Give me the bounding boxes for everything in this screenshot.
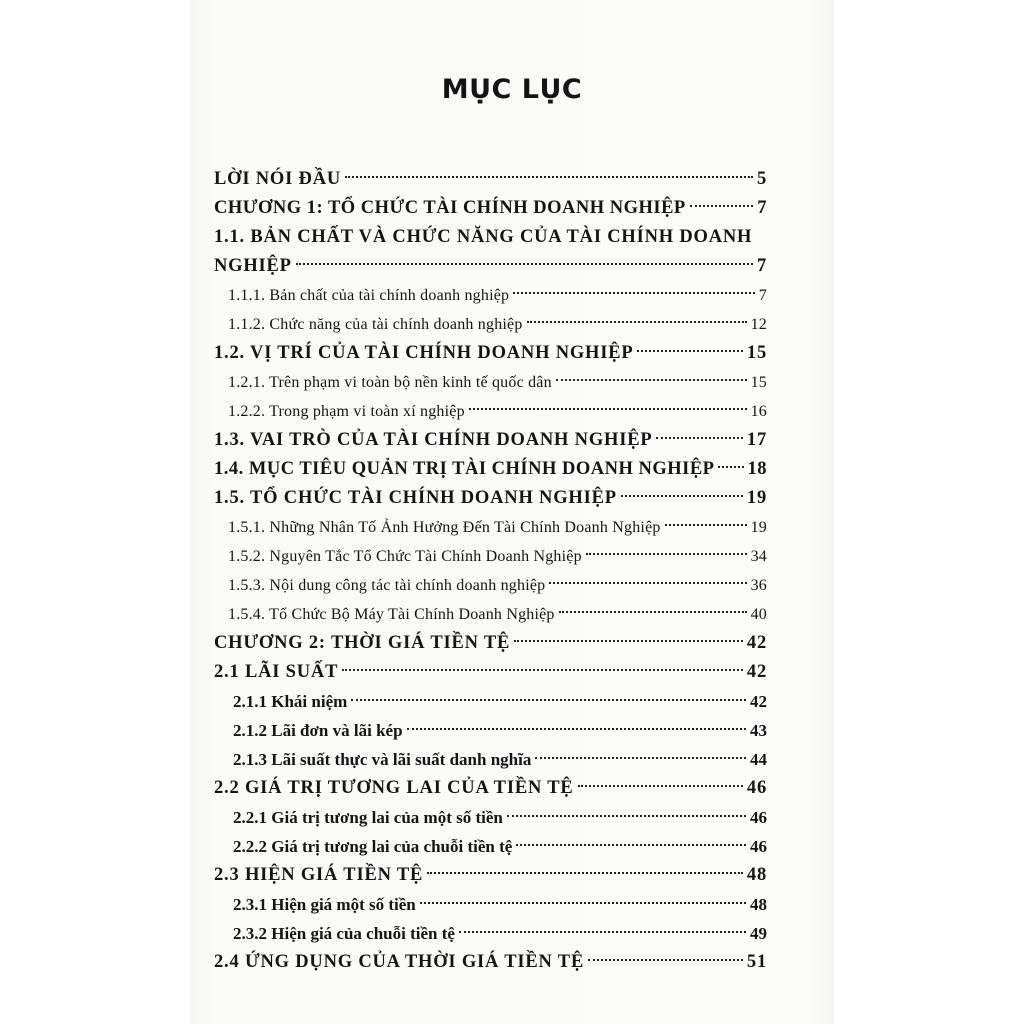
toc-entry-label: 2.2.1 Giá trị tương lai của một số tiền	[233, 808, 503, 827]
toc-entry	[214, 948, 767, 977]
book-page	[190, 0, 834, 1024]
toc-entry	[214, 716, 767, 745]
toc-entry-label: 2.3 HIỆN GIÁ TIỀN TỆ	[214, 865, 424, 885]
dot-leader	[420, 902, 746, 904]
toc-entry	[214, 571, 767, 600]
toc-entry-label: 2.2.2 Giá trị tương lai của chuỗi tiền tệ	[233, 837, 513, 856]
toc-entry-page: 48	[750, 895, 767, 914]
toc-entry-label: 2.2 GIÁ TRỊ TƯƠNG LAI CỦA TIỀN TỆ	[214, 778, 574, 798]
toc-entry-page: 40	[750, 606, 767, 623]
toc-entry-label: 1.5.1. Những Nhân Tố Ảnh Hưởng Đến Tài Chính Doanh Nghiệp	[228, 519, 661, 536]
toc-entry	[214, 368, 767, 397]
dot-leader	[507, 815, 746, 817]
dot-leader	[427, 872, 743, 874]
toc-entry-label: 1.5.2. Nguyên Tắc Tổ Chức Tài Chính Doanh Nghiệp	[228, 548, 582, 565]
toc-entry	[214, 513, 767, 542]
toc-entry-label: 1.2.2. Trong phạm vi toàn xí nghiệp	[228, 403, 465, 420]
toc-entry-page: 43	[750, 721, 767, 740]
dot-leader	[559, 611, 747, 613]
toc-entry	[214, 600, 767, 629]
toc-entry	[214, 455, 767, 484]
dot-leader	[469, 408, 747, 410]
toc-entry	[214, 803, 767, 832]
toc-entry-page: 34	[750, 548, 767, 565]
toc-entry	[214, 426, 767, 455]
toc-entry	[214, 542, 767, 571]
toc-entry-label: 1.2. VỊ TRÍ CỦA TÀI CHÍNH DOANH NGHIỆP	[214, 343, 634, 363]
toc-entry	[214, 890, 767, 919]
toc-entry-page: 48	[746, 865, 767, 885]
toc-entry-page: 7	[757, 198, 767, 218]
toc-entry	[214, 861, 767, 890]
toc-entry-label: 2.4 ỨNG DỤNG CỦA THỜI GIÁ TIỀN TỆ	[214, 952, 585, 972]
toc-entry-label: 1.1.2. Chức năng của tài chính doanh nghiệp	[228, 316, 523, 333]
toc-entry	[214, 629, 767, 658]
toc-entry	[214, 165, 767, 194]
dot-leader	[516, 844, 746, 846]
toc-entry-label: NGHIỆP	[214, 256, 292, 276]
toc-entry-label: 2.1.2 Lãi đơn và lãi kép	[233, 721, 403, 740]
dot-leader	[342, 669, 743, 671]
toc-entry-label-line1: 1.1. BẢN CHẤT VÀ CHỨC NĂNG CỦA TÀI CHÍNH DOANH	[214, 227, 753, 247]
dot-leader	[345, 176, 753, 178]
toc-entry-label: 2.3.2 Hiện giá của chuỗi tiền tệ	[233, 924, 455, 943]
dot-leader	[535, 757, 746, 759]
toc-entry-label: CHƯƠNG 1: TỔ CHỨC TÀI CHÍNH DOANH NGHIỆP	[214, 198, 686, 218]
toc-entry	[214, 774, 767, 803]
dot-leader	[621, 495, 743, 497]
toc-entry-label: 2.3.1 Hiện giá một số tiền	[233, 895, 416, 914]
toc-entry-page: 19	[746, 488, 767, 508]
toc-entry-page: 7	[756, 256, 767, 276]
dot-leader	[513, 292, 755, 294]
dot-leader	[665, 524, 747, 526]
toc-entry	[214, 339, 767, 368]
dot-leader	[527, 321, 747, 323]
dot-leader	[296, 263, 753, 265]
toc-entry	[214, 919, 767, 948]
toc-entry-page: 42	[746, 633, 767, 653]
toc-entry-page: 5	[756, 169, 767, 189]
toc-entry	[214, 832, 767, 861]
toc-entry-label: LỜI NÓI ĐẦU	[214, 169, 342, 189]
toc-entry-page: 46	[750, 808, 767, 827]
toc-entry-page: 15	[746, 343, 767, 363]
toc-entry	[214, 687, 767, 716]
toc-entry-label: CHƯƠNG 2: THỜI GIÁ TIỀN TỆ	[214, 633, 511, 653]
toc-entry-page: 51	[746, 952, 767, 972]
toc-entry-label: 2.1.1 Khái niệm	[233, 692, 348, 711]
dot-leader	[351, 699, 746, 701]
toc-entry-label: 1.5.3. Nội dung công tác tài chính doanh nghiệp	[228, 577, 546, 594]
toc-entry-page: 49	[750, 924, 767, 943]
toc-entry	[214, 484, 767, 513]
toc-entry	[214, 194, 767, 223]
toc-entry-page: 42	[746, 662, 767, 682]
table-of-contents	[214, 165, 767, 977]
dot-leader	[586, 553, 747, 555]
toc-entry-page: 15	[750, 374, 767, 391]
dot-leader	[588, 959, 743, 961]
toc-entry-page: 46	[746, 778, 767, 798]
dot-leader	[637, 350, 742, 352]
toc-entry-page: 7	[758, 287, 767, 304]
toc-entry-page: 36	[750, 577, 767, 594]
toc-entry-label: 2.1 LÃI SUẤT	[214, 662, 339, 682]
toc-entry	[214, 658, 767, 687]
dot-leader	[556, 379, 747, 381]
toc-entry	[214, 397, 767, 426]
dot-leader	[690, 205, 754, 207]
toc-entry	[214, 745, 767, 774]
toc-entry-label: 1.4. MỤC TIÊU QUẢN TRỊ TÀI CHÍNH DOANH NGHIỆP	[214, 459, 715, 479]
toc-entry-label: 1.5.4. Tổ Chức Bộ Máy Tài Chính Doanh Nghiệp	[228, 606, 555, 623]
toc-entry-page: 17	[746, 430, 767, 450]
dot-leader	[718, 466, 743, 468]
toc-entry-label: 1.2.1. Trên phạm vi toàn bộ nền kinh tế quốc dân	[228, 374, 552, 391]
toc-entry	[214, 281, 767, 310]
toc-entry-page: 12	[750, 316, 767, 333]
toc-entry	[214, 310, 767, 339]
dot-leader	[459, 931, 746, 933]
toc-entry-page: 46	[750, 837, 767, 856]
dot-leader	[549, 582, 746, 584]
toc-entry-page: 44	[750, 750, 767, 769]
toc-entry-page: 42	[750, 692, 767, 711]
toc-entry	[214, 252, 767, 281]
toc-entry-page: 16	[750, 403, 767, 420]
toc-entry-label: 2.1.3 Lãi suất thực và lãi suất danh nghĩa	[233, 750, 532, 769]
toc-entry-label: 1.3. VAI TRÒ CỦA TÀI CHÍNH DOANH NGHIỆP	[214, 430, 653, 450]
dot-leader	[578, 785, 743, 787]
toc-entry-page: 19	[750, 519, 767, 536]
dot-leader	[514, 640, 743, 642]
dot-leader	[407, 728, 746, 730]
page-title: MỤC LỤC	[441, 74, 583, 105]
toc-entry-page: 18	[747, 459, 767, 479]
toc-entry-label: 1.5. TỔ CHỨC TÀI CHÍNH DOANH NGHIỆP	[214, 488, 617, 508]
dot-leader	[656, 437, 742, 439]
toc-entry-label: 1.1.1. Bản chất của tài chính doanh nghiệp	[228, 287, 510, 304]
